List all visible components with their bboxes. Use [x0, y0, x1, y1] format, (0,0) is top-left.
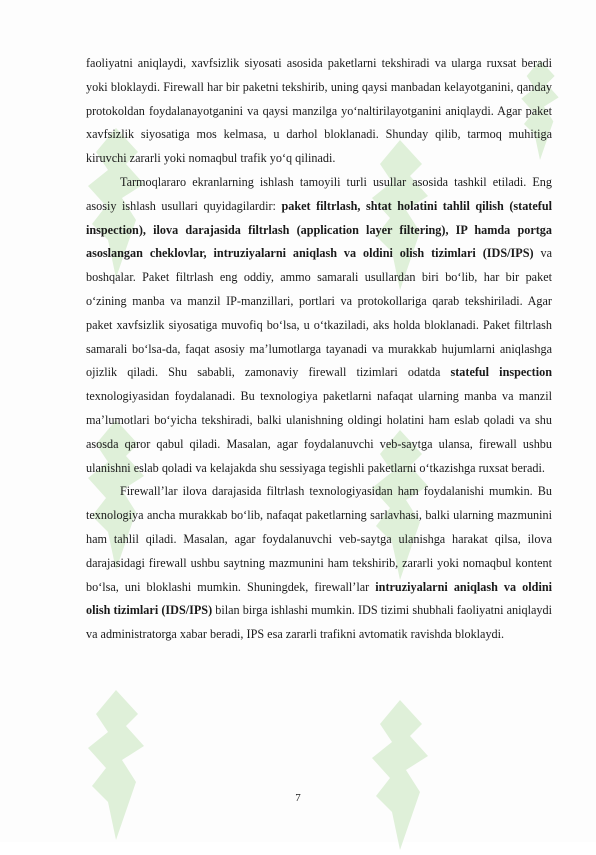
- body-text: [86, 52, 552, 647]
- paragraph-2-text-b: va boshqalar. Paket filtrlash eng oddiy, ammo samarali usullardan biri bo‘lib, har bir paket o‘zining manba va manzil IP-manzillari, portlari va protokollariga qarab tekshiriladi. Agar paket xavfsizlik siyosatiga muvofiq bo‘lsa, u o‘tkaziladi, aks holda bloklanadi. Paket filtrlash samarali bo‘lsa-da, faqat asosiy ma’lumotlarga tayanadi va murakkab hujumlarni aniqlashga ojizlik qiladi. Shu sababli, zamonaviy firewall tizimlari odatda: [86, 246, 552, 380]
- page-number: 7: [295, 792, 301, 804]
- watermark-logo-left-bottom: [86, 690, 146, 840]
- paragraph-3-text-a: Firewall’lar ilova darajasida filtrlash texnologiyasidan ham foydalanishi mumkin. Bu texnologiya ancha murakkab bo‘lib, nafaqat paketlarning sarlavhasi, balki ularning mazmunini ham tahlil qiladi. Masalan, agar foydalanuvchi veb-saytga ulanishga harakat qilsa, ilova darajasidagi firewall ushbu saytning mazmunini ham tekshirib, zararli yoki nomaqbul kontent bo‘lsa, uni bloklashi mumkin. Shuningdek, firewall’lar: [86, 484, 552, 594]
- paragraph-2-bold-b: stateful inspection: [450, 365, 552, 380]
- paragraph-3-bold-a: intruziyalarni aniqlash va oldini olish tizimlari (IDS/IPS): [86, 579, 552, 618]
- paragraph-2-bold-a: paket filtrlash, shtat holatini tahlil qilish (stateful inspection), ilova darajasida filtrlash (application layer filtering), IP hamda portga asoslangan cheklovlar, intruziyalarni aniqlash va oldini olish tizimlari (IDS/IPS): [86, 198, 552, 261]
- paragraph-3-text-b: bilan birga ishlashi mumkin. IDS tizimi shubhali faoliyatni aniqlaydi va administratorga xabar beradi, IPS esa zararli trafikni avtomatik ravishda bloklaydi.: [86, 603, 552, 642]
- paragraph-1: faoliyatni aniqlaydi, xavfsizlik siyosati asosida paketlarni tekshiradi va ularga ruxsat beradi yoki bloklaydi. Firewall har bir paketni tekshirib, uning qaysi manbadan kelayotganini, qanday protokoldan foydalanayotganini va qaysi manzilga yo‘naltirilayotganini aniqlaydi. Agar paket xavfsizlik siyosatiga mos kelmasa, u darhol bloklanadi. Shunday qilib, tarmoq muhitiga kiruvchi zararli yoki nomaqbul trafik yo‘q qilinadi.: [86, 56, 552, 166]
- paragraph-3: [86, 480, 552, 647]
- paragraph-2-text-c: texnologiyasidan foydalanadi. Bu texnologiya paketlarni nafaqat ularning manba va manzil ma’lumotlari bo‘yicha tekshiradi, balki ulanishning oldingi holatini ham eslab qoladi va shu asosda qaror qabul qiladi. Masalan, agar foydalanuvchi veb-saytga ulansa, firewall ushbu ulanishni eslab qoladi va kelajakda shu sessiyaga tegishli paketlarni o‘tkazishga ruxsat beradi.: [86, 389, 552, 475]
- watermark-logo-center-bottom: [370, 700, 430, 850]
- paragraph-2-text-a: Tarmoqlararo ekranlarning ishlash tamoyili turli usullar asosida tashkil etiladi. Eng asosiy ishlash usullari quyidagilardir:: [86, 174, 552, 213]
- paragraph-2: [86, 171, 552, 480]
